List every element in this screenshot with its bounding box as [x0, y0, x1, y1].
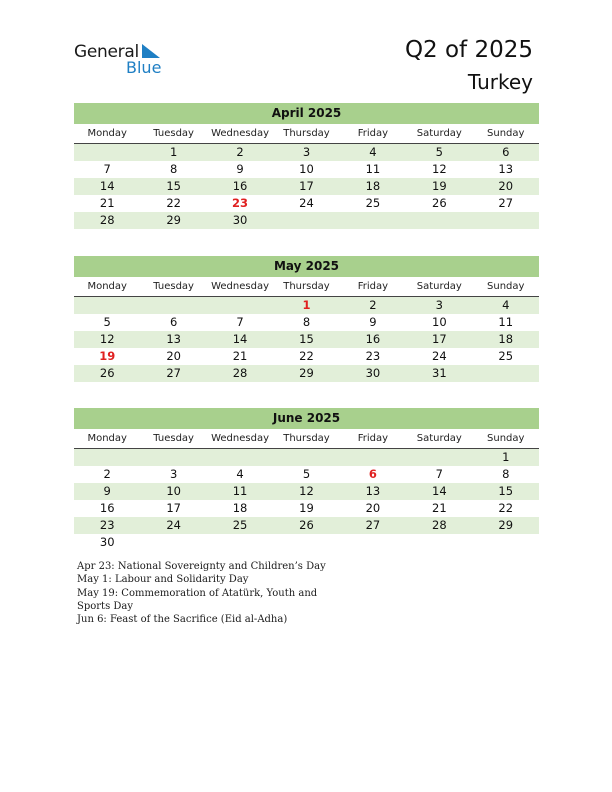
- week-row: [74, 212, 539, 229]
- holiday-note: May 19: Commemoration of Atatürk, Youth and Sports Day: [77, 587, 318, 612]
- logo-blue-text: Blue: [126, 58, 162, 77]
- day-cell: 2: [103, 467, 111, 481]
- day-cell: 28: [99, 213, 115, 227]
- empty-day-cell: [273, 212, 339, 229]
- day-cell: 30: [232, 213, 248, 227]
- day-cell: 31: [432, 366, 447, 380]
- day-cell: 27: [365, 518, 381, 532]
- day-cell: 19: [299, 501, 314, 515]
- logo: [74, 42, 174, 78]
- weekday-label: Wednesday: [211, 281, 269, 292]
- empty-day-cell: [273, 449, 339, 466]
- empty-day-cell: [74, 449, 140, 466]
- day-cell: 27: [498, 196, 514, 210]
- day-cell: 2: [369, 298, 377, 312]
- month-header: June 2025: [74, 408, 539, 429]
- day-cell: 21: [432, 501, 447, 515]
- day-cell: 13: [365, 484, 381, 498]
- empty-day-cell: [140, 297, 206, 314]
- holiday-day-cell: 1: [302, 298, 311, 312]
- weekday-label: Tuesday: [153, 281, 194, 292]
- day-cell: 3: [302, 145, 311, 159]
- weekday-header-row: [74, 124, 539, 144]
- day-cell: 6: [502, 145, 510, 159]
- holiday-note: May 1: Labour and Solidarity Day: [77, 574, 249, 586]
- empty-day-cell: [74, 144, 140, 161]
- day-cell: 14: [432, 484, 447, 498]
- holiday-day-cell: 6: [368, 467, 377, 481]
- week-row: [74, 195, 539, 212]
- day-cell: 30: [99, 535, 115, 549]
- day-cell: 14: [232, 332, 248, 346]
- month-june: [74, 408, 539, 551]
- day-cell: 24: [299, 196, 314, 210]
- holiday-day-cell: 23: [232, 196, 249, 210]
- day-cell: 8: [302, 315, 311, 329]
- day-cell: 26: [99, 366, 115, 380]
- day-cell: 16: [365, 332, 381, 346]
- weekday-label: Tuesday: [153, 128, 194, 139]
- day-cell: 26: [299, 518, 314, 532]
- day-cell: 3: [435, 298, 443, 312]
- empty-day-cell: [140, 534, 206, 551]
- day-cell: 23: [99, 518, 115, 532]
- weekday-label: Friday: [357, 433, 389, 444]
- day-cell: 20: [365, 501, 381, 515]
- empty-day-cell: [473, 365, 539, 382]
- empty-day-cell: [273, 534, 339, 551]
- weekday-label: Saturday: [416, 281, 462, 292]
- day-cell: 14: [99, 179, 115, 193]
- day-cell: 7: [103, 162, 111, 176]
- day-cell: 12: [299, 484, 314, 498]
- day-cell: 25: [365, 196, 381, 210]
- day-cell: 18: [365, 179, 381, 193]
- day-cell: 30: [365, 366, 381, 380]
- day-cell: 24: [166, 518, 181, 532]
- day-cell: 16: [232, 179, 248, 193]
- day-cell: 1: [169, 145, 178, 159]
- weekday-label: Thursday: [283, 281, 330, 292]
- day-cell: 22: [498, 501, 514, 515]
- week-row: [74, 331, 539, 348]
- week-row: [74, 161, 539, 178]
- day-cell: 29: [498, 518, 514, 532]
- month-header: April 2025: [74, 103, 539, 124]
- day-cell: 29: [299, 366, 314, 380]
- day-cell: 4: [236, 467, 244, 481]
- empty-day-cell: [140, 449, 206, 466]
- day-cell: 20: [166, 349, 181, 363]
- day-cell: 5: [103, 315, 111, 329]
- weekday-label: Thursday: [283, 433, 330, 444]
- day-cell: 17: [299, 179, 314, 193]
- day-cell: 25: [232, 518, 248, 532]
- empty-day-cell: [207, 534, 273, 551]
- day-cell: 23: [365, 349, 381, 363]
- weekday-label: Saturday: [416, 128, 462, 139]
- holiday-note: Apr 23: National Sovereignty and Children’s Day: [77, 561, 326, 572]
- empty-day-cell: [473, 212, 539, 229]
- day-cell: 16: [99, 501, 115, 515]
- day-cell: 10: [432, 315, 447, 329]
- week-row: [74, 517, 539, 534]
- day-cell: 10: [166, 484, 181, 498]
- week-row: [74, 178, 539, 195]
- month-header: May 2025: [74, 256, 539, 277]
- day-cell: 4: [369, 145, 377, 159]
- day-cell: 13: [166, 332, 181, 346]
- day-cell: 20: [498, 179, 514, 193]
- week-row: [74, 483, 539, 500]
- logo-general-text: General: [74, 42, 139, 62]
- day-cell: 26: [432, 196, 447, 210]
- week-row: [74, 500, 539, 517]
- day-cell: 8: [169, 162, 178, 176]
- day-cell: 15: [166, 179, 181, 193]
- day-cell: 21: [99, 196, 115, 210]
- weekday-label: Saturday: [416, 433, 462, 444]
- day-cell: 27: [166, 366, 181, 380]
- day-cell: 9: [103, 484, 111, 498]
- day-cell: 2: [236, 145, 244, 159]
- day-cell: 13: [498, 162, 514, 176]
- day-cell: 4: [502, 298, 510, 312]
- day-cell: 25: [498, 349, 514, 363]
- day-cell: 10: [299, 162, 314, 176]
- day-cell: 19: [432, 179, 447, 193]
- day-cell: 5: [435, 145, 443, 159]
- weekday-label: Friday: [357, 128, 389, 139]
- weekday-header-row: [74, 277, 539, 297]
- day-cell: 12: [432, 162, 447, 176]
- day-cell: 11: [365, 162, 381, 176]
- week-row: [74, 314, 539, 331]
- weekday-label: Friday: [357, 281, 389, 292]
- page-title: Q2 of 2025: [404, 37, 533, 63]
- empty-day-cell: [340, 534, 406, 551]
- day-cell: 28: [432, 518, 447, 532]
- day-cell: 24: [432, 349, 447, 363]
- weekday-label: Monday: [87, 281, 127, 292]
- day-cell: 15: [299, 332, 314, 346]
- day-cell: 11: [498, 315, 514, 329]
- month-april: [74, 103, 539, 229]
- empty-day-cell: [207, 297, 273, 314]
- holiday-note: Jun 6: Feast of the Sacrifice (Eid al-Adha): [77, 614, 288, 626]
- day-cell: 18: [498, 332, 514, 346]
- weekday-label: Sunday: [487, 128, 525, 139]
- weekday-label: Sunday: [487, 433, 525, 444]
- day-cell: 7: [435, 467, 443, 481]
- week-row: [74, 449, 539, 466]
- day-cell: 8: [502, 467, 510, 481]
- month-may: [74, 256, 539, 382]
- day-cell: 22: [299, 349, 314, 363]
- week-row: [74, 534, 539, 551]
- day-cell: 29: [166, 213, 181, 227]
- weekday-label: Wednesday: [211, 433, 269, 444]
- empty-day-cell: [207, 449, 273, 466]
- country-name: Turkey: [467, 70, 533, 94]
- weekday-label: Tuesday: [153, 433, 194, 444]
- day-cell: 11: [232, 484, 248, 498]
- day-cell: 9: [369, 315, 377, 329]
- day-cell: 1: [502, 450, 510, 464]
- empty-day-cell: [406, 212, 472, 229]
- holiday-notes: [77, 560, 352, 626]
- empty-day-cell: [340, 449, 406, 466]
- empty-day-cell: [473, 534, 539, 551]
- day-cell: 6: [169, 315, 178, 329]
- day-cell: 18: [232, 501, 248, 515]
- week-row: [74, 365, 539, 382]
- empty-day-cell: [340, 212, 406, 229]
- week-row: [74, 348, 539, 365]
- day-cell: 7: [236, 315, 244, 329]
- empty-day-cell: [74, 297, 140, 314]
- weekday-label: Monday: [87, 128, 127, 139]
- weekday-label: Monday: [87, 433, 127, 444]
- weekday-label: Sunday: [487, 281, 525, 292]
- weekday-label: Wednesday: [211, 128, 269, 139]
- week-row: [74, 297, 539, 314]
- day-cell: 28: [232, 366, 248, 380]
- empty-day-cell: [406, 449, 472, 466]
- weekday-label: Thursday: [283, 128, 330, 139]
- holiday-day-cell: 19: [99, 349, 116, 363]
- week-row: [74, 466, 539, 483]
- day-cell: 12: [99, 332, 115, 346]
- empty-day-cell: [406, 534, 472, 551]
- day-cell: 17: [166, 501, 181, 515]
- week-row: [74, 144, 539, 161]
- day-cell: 15: [498, 484, 514, 498]
- day-cell: 21: [232, 349, 248, 363]
- day-cell: 5: [302, 467, 311, 481]
- day-cell: 3: [169, 467, 178, 481]
- day-cell: 9: [236, 162, 244, 176]
- day-cell: 17: [432, 332, 447, 346]
- day-cell: 22: [166, 196, 181, 210]
- weekday-header-row: [74, 429, 539, 449]
